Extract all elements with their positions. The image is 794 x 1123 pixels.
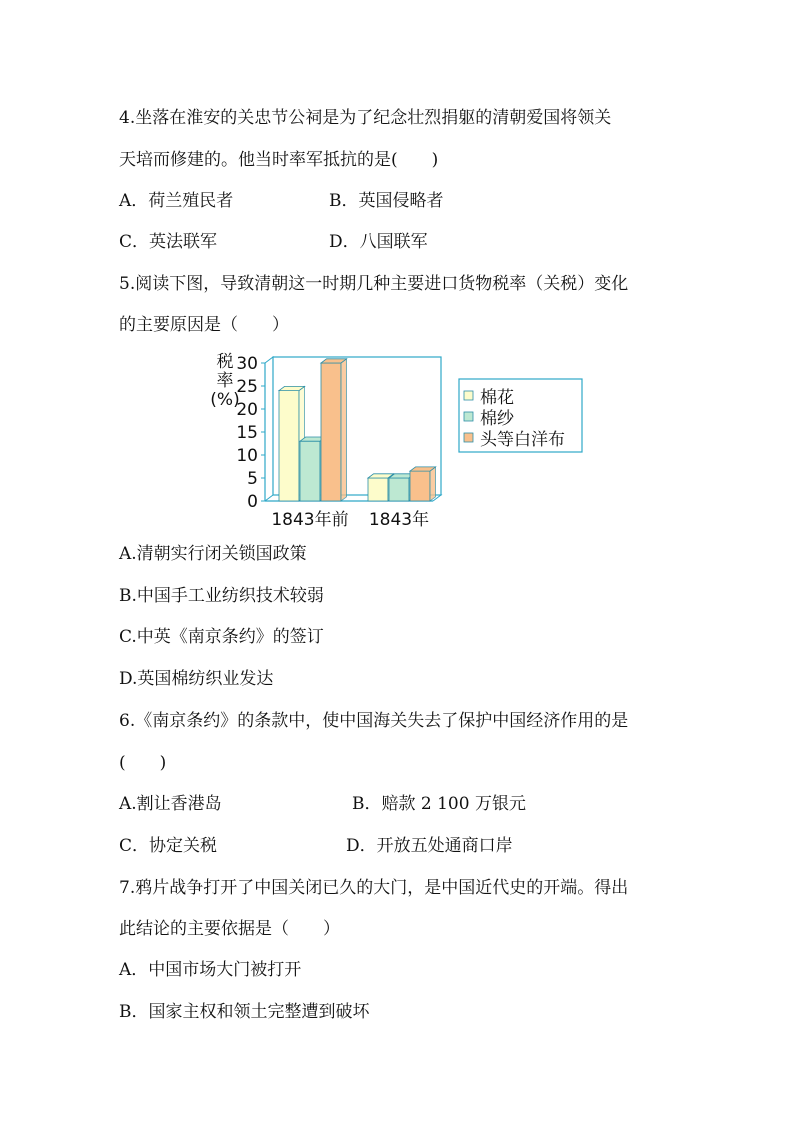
- y-axis-label: 税: [216, 352, 234, 372]
- q5-stem-line1: 5.阅读下图，导致清朝这一时期几种主要进口货物税率（关税）变化: [119, 274, 629, 294]
- bar: [321, 363, 341, 501]
- legend-swatch: [464, 391, 473, 400]
- q5-stem-line2: 的主要原因是（ ）: [119, 315, 289, 335]
- q7-stem-line2: 此结论的主要依据是（ ）: [119, 919, 340, 939]
- legend-swatch: [464, 433, 473, 442]
- legend-label: 棉花: [480, 388, 514, 408]
- y-tick-label: 0: [247, 492, 258, 512]
- q4-option-c: C．英法联军: [119, 232, 218, 252]
- bar: [410, 471, 430, 501]
- q4-option-a: A．荷兰殖民者: [119, 191, 234, 211]
- q4-stem-line2: 天培而修建的。他当时率军抵抗的是( ): [119, 150, 439, 170]
- bar: [279, 391, 299, 501]
- q7-stem-line1: 7.鸦片战争打开了中国关闭已久的大门，是中国近代史的开端。得出: [119, 878, 629, 898]
- y-tick-label: 10: [236, 446, 258, 466]
- back-wall-edge: [265, 357, 273, 501]
- q5-option-d: D.英国棉纺织业发达: [119, 669, 274, 689]
- bar: [300, 441, 320, 501]
- y-tick-label: 25: [236, 377, 258, 397]
- x-tick-label: 1843年前: [271, 510, 349, 530]
- x-tick-label: 1843年: [368, 510, 430, 530]
- y-tick-label: 30: [236, 354, 258, 374]
- q7-option-b: B．国家主权和领土完整遭到破坏: [119, 1002, 370, 1022]
- y-tick-label: 5: [247, 469, 258, 489]
- y-axis-label: (%): [210, 390, 240, 410]
- bar-side: [430, 467, 436, 501]
- y-axis-label: 率: [216, 371, 234, 391]
- legend-swatch: [464, 412, 473, 421]
- q4-option-d: D．八国联军: [329, 232, 428, 252]
- q5-option-c: C.中英《南京条约》的签订: [119, 627, 324, 647]
- q6-option-d: D．开放五处通商口岸: [346, 836, 513, 856]
- q4-stem-line1: 4.坐落在淮安的关忠节公祠是为了纪念壮烈捐躯的清朝爱国将领关: [119, 108, 612, 128]
- q6-option-b: B．赔款 2 100 万银元: [352, 794, 526, 814]
- legend-label: 头等白洋布: [480, 430, 565, 450]
- q5-option-a: A.清朝实行闭关锁国政策: [119, 544, 307, 564]
- y-tick-label: 20: [236, 400, 258, 420]
- q4-option-b: B．英国侵略者: [329, 191, 444, 211]
- bar-side: [341, 359, 347, 501]
- bar: [389, 478, 409, 501]
- q5-option-b: B.中国手工业纺织技术较弱: [119, 586, 324, 606]
- legend-label: 棉纱: [480, 409, 514, 429]
- q6-stem-line2: ( ): [119, 753, 167, 773]
- q6-stem-line1: 6.《南京条约》的条款中，使中国海关失去了保护中国经济作用的是: [119, 711, 629, 731]
- q7-option-a: A．中国市场大门被打开: [119, 960, 302, 980]
- q6-option-c: C．协定关税: [119, 836, 218, 856]
- tax-rate-chart: [195, 345, 595, 535]
- bar: [368, 478, 388, 501]
- q6-option-a: A.割让香港岛: [119, 794, 222, 814]
- y-tick-label: 15: [236, 423, 258, 443]
